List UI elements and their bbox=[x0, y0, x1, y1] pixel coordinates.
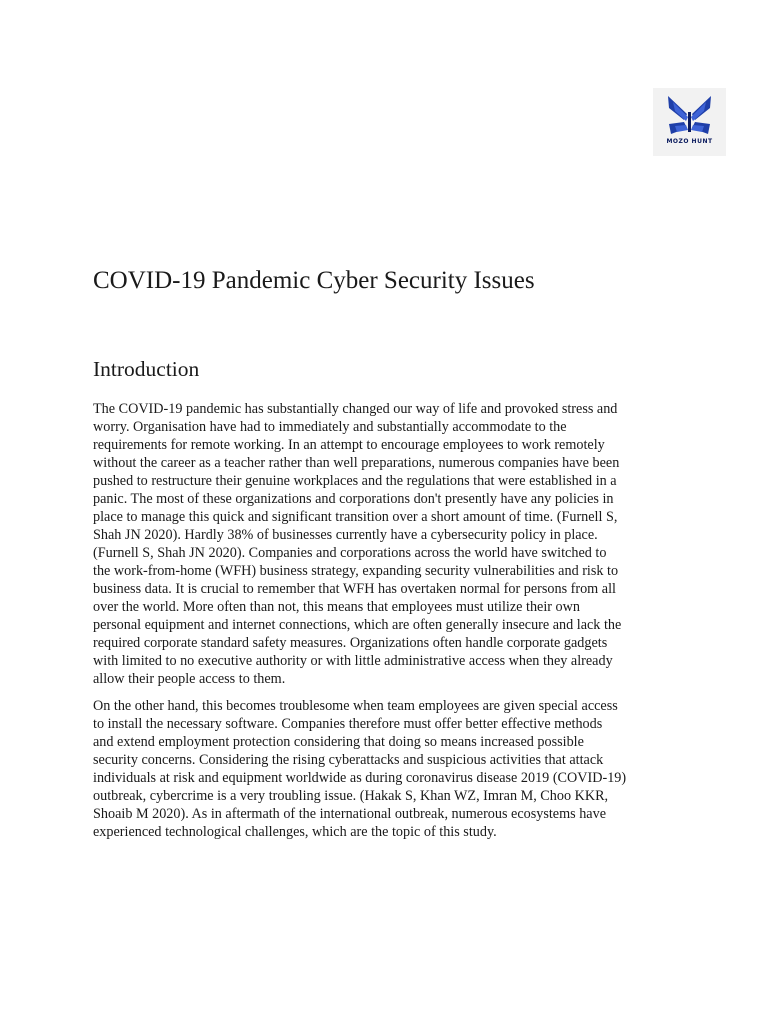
text-line: and extend employment protection considering that doing so means increased possible bbox=[93, 734, 584, 750]
text-line: individuals at risk and equipment worldwide as during coronavirus disease 2019 (COVID-19) bbox=[93, 770, 627, 786]
company-logo bbox=[653, 88, 726, 156]
text-line: worry. Organisation have had to immediately and substantially accommodate to the bbox=[93, 419, 567, 435]
section-body bbox=[93, 400, 693, 841]
text-line: (Furnell S, Shah JN 2020). Companies and corporations across the world have switched to bbox=[93, 545, 607, 561]
text-line: Shah JN 2020). Hardly 38% of businesses currently have a cybersecurity policy in place. bbox=[93, 527, 598, 543]
text-line: personal equipment and internet connections, which are often generally insecure and lack the bbox=[93, 617, 622, 633]
butterfly-logo-icon bbox=[653, 88, 726, 156]
text-line: outbreak, cybercrime is a very troubling issue. (Hakak S, Khan WZ, Imran M, Choo KKR, bbox=[93, 788, 609, 804]
document-title: COVID-19 Pandemic Cyber Security Issues bbox=[93, 267, 535, 294]
text-line: pushed to restructure their genuine workplaces and the regulations that were established in a bbox=[93, 473, 617, 489]
paragraph bbox=[93, 697, 693, 841]
section-heading: Introduction bbox=[93, 357, 200, 381]
text-line: experienced technological challenges, which are the topic of this study. bbox=[93, 824, 497, 840]
text-line: over the world. More often than not, this means that employees must utilize their own bbox=[93, 599, 580, 615]
logo-text: MOZO HUNT bbox=[666, 138, 713, 145]
text-line: the work-from-home (WFH) business strategy, expanding security vulnerabilities and risk to bbox=[93, 563, 619, 579]
text-line: panic. The most of these organizations and corporations don't presently have any policies in bbox=[93, 491, 614, 507]
text-line: allow their people access to them. bbox=[93, 671, 286, 687]
text-line: required corporate standard safety measures. Organizations often handle corporate gadgets bbox=[93, 635, 608, 651]
paragraph bbox=[93, 400, 693, 688]
text-line: without the career as a teacher rather than well preparations, numerous companies have been bbox=[93, 455, 620, 471]
text-line: place to manage this quick and significant transition over a short amount of time. (Furnell S, bbox=[93, 509, 618, 525]
text-line: requirements for remote working. In an attempt to encourage employees to work remotely bbox=[93, 437, 605, 453]
text-line: Shoaib M 2020). As in aftermath of the international outbreak, numerous ecosystems have bbox=[93, 806, 606, 822]
text-line: business data. It is crucial to remember that WFH has overtaken normal for persons from all bbox=[93, 581, 616, 597]
text-line: with limited to no executive authority or with little administrative access when they already bbox=[93, 653, 613, 669]
text-line: On the other hand, this becomes troublesome when team employees are given special access bbox=[93, 698, 618, 714]
text-line: to install the necessary software. Companies therefore must offer better effective methods bbox=[93, 716, 603, 732]
text-line: security concerns. Considering the rising cyberattacks and suspicious activities that attack bbox=[93, 752, 604, 768]
text-line: The COVID-19 pandemic has substantially changed our way of life and provoked stress and bbox=[93, 401, 618, 417]
